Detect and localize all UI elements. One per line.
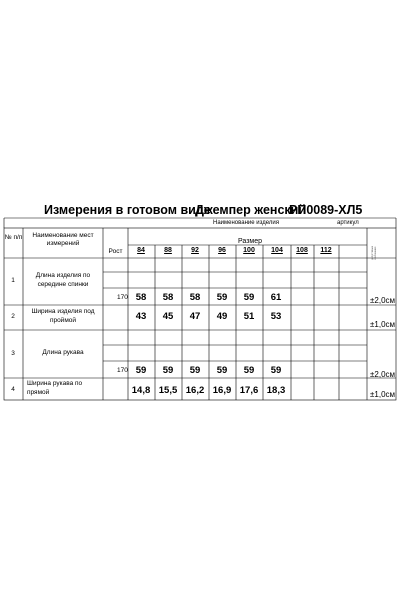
measurement-value: 15,5 [158, 385, 178, 396]
measurement-value: 47 [189, 311, 201, 322]
measurement-value: 59 [243, 365, 255, 376]
measurement-value: 51 [243, 311, 255, 322]
size-header: 100 [243, 247, 255, 254]
row-name-line2: проймой [49, 317, 77, 324]
row-name-line1: Длина рукава [42, 349, 84, 356]
row-name-line1: Длина изделия по [35, 272, 91, 279]
measurement-value: 59 [162, 365, 174, 376]
measurement-value: 16,9 [212, 385, 232, 396]
size-header: 104 [271, 247, 283, 254]
tolerance-value: ±1,0см [370, 390, 396, 399]
measurement-value: 45 [162, 311, 174, 322]
size-header: 92 [191, 247, 199, 254]
measurement-value: 59 [243, 292, 255, 303]
size-header: 96 [218, 247, 226, 254]
tolerance-value: ±2,0см [370, 296, 396, 305]
measurement-value: 16,2 [185, 385, 205, 396]
row-name-line2: середине спинки [37, 281, 89, 288]
size-label: Размер [237, 238, 263, 245]
row-name-line1: Ширина рукава по [27, 380, 83, 387]
measurement-value: 18,3 [266, 385, 286, 396]
title-product: Джемпер женский [195, 203, 307, 217]
measurement-value: 58 [162, 292, 174, 303]
measurement-value: 59 [216, 292, 228, 303]
article-label: артикул [337, 220, 359, 226]
measurement-value: 59 [135, 365, 147, 376]
size-header: 88 [164, 247, 172, 254]
measurement-value: 53 [270, 311, 282, 322]
measurement-value: 59 [189, 365, 201, 376]
row-rost: 170 [117, 294, 128, 301]
measurement-value: 59 [216, 365, 228, 376]
row-name-line1: Ширина изделия под [31, 308, 95, 315]
measurement-value: 17,6 [239, 385, 259, 396]
row-number: 2 [11, 313, 15, 320]
row-number: 4 [11, 386, 15, 393]
row-name-line2: прямой [27, 389, 50, 396]
measurement-value: 43 [135, 311, 147, 322]
measurement-value: 58 [135, 292, 147, 303]
row-rost: 170 [117, 367, 128, 374]
measurement-value: 49 [216, 311, 228, 322]
measurement-value: 61 [270, 292, 282, 303]
product-name-label: Наименование изделия [213, 220, 279, 226]
tolerance-vertical-note: допустимые отклонения [371, 245, 377, 260]
size-header: 84 [137, 247, 145, 254]
measurement-value: 59 [270, 365, 282, 376]
size-header: 112 [320, 247, 332, 254]
col-rost-header: Рост [108, 248, 123, 255]
size-header: 108 [296, 247, 308, 254]
col-name-header: Наименование мест измерений [32, 232, 94, 247]
measurement-value: 14,8 [131, 385, 151, 396]
tolerance-value: ±2,0см [370, 370, 396, 379]
row-number: 3 [11, 350, 15, 357]
title-code: РП0089-ХЛ5 [289, 203, 363, 217]
title-measurements: Измерения в готовом виде [44, 203, 211, 217]
measurement-value: 58 [189, 292, 201, 303]
tolerance-value: ±1,0см [370, 320, 396, 329]
row-number: 1 [11, 277, 15, 284]
col-number-header: № п/п [4, 234, 23, 241]
